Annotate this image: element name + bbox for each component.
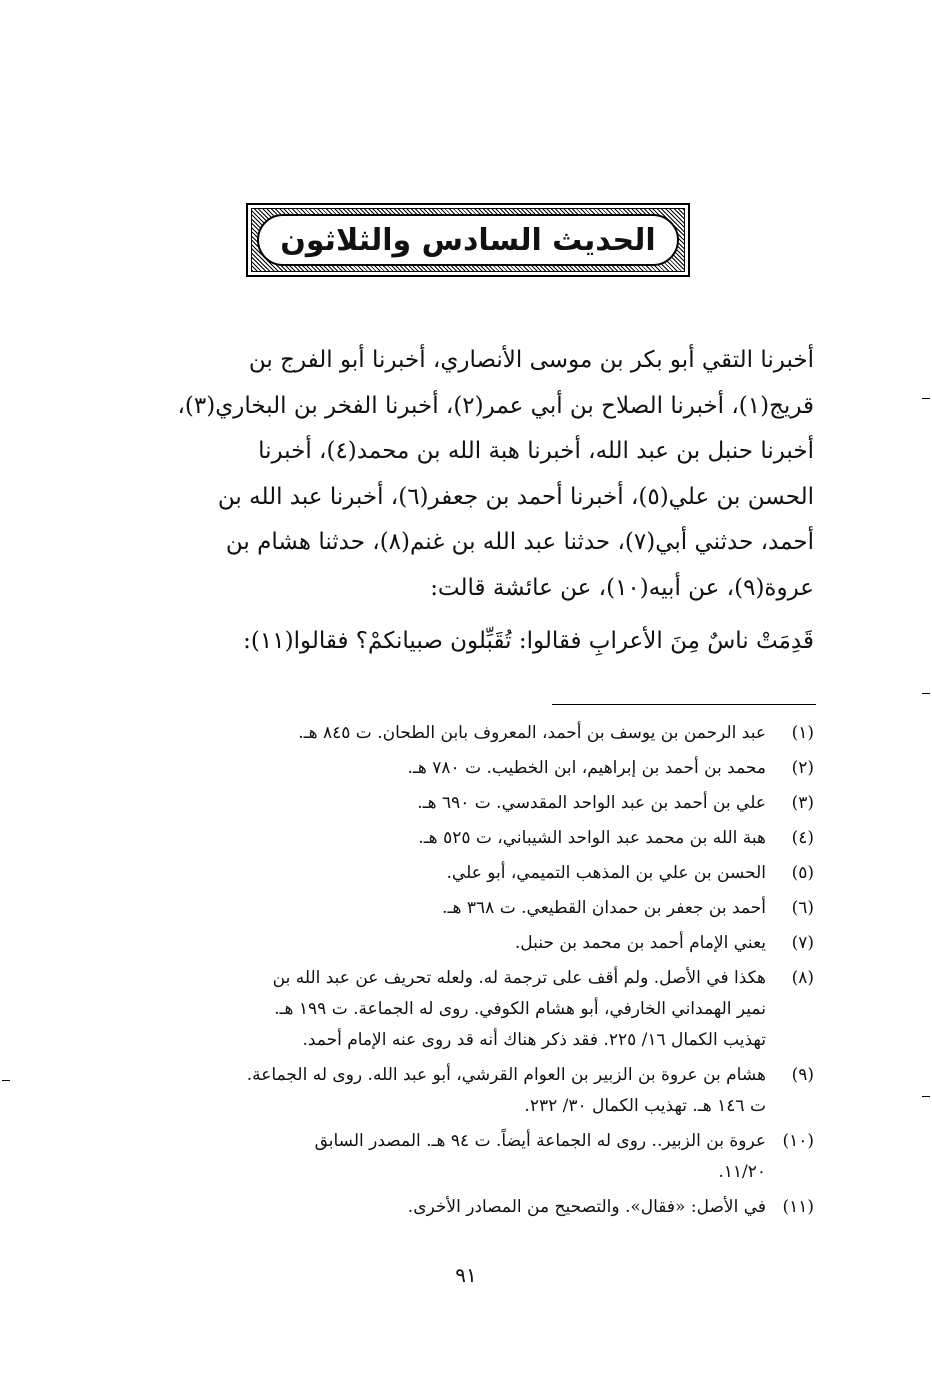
footnote-text [114,963,766,1056]
footnote-number: (٥) [791,863,814,883]
footnote-text [114,1126,766,1188]
footnote-number: (١٠) [782,1131,814,1151]
footnote-number: (١) [791,723,814,743]
hadith-text: قَدِمَتْ ناسٌ مِنَ الأعرابِ فقالوا: تُقَبِّلون صبيانكمْ؟ فقالوا(١١): [243,628,814,654]
footnote [114,858,814,889]
footnote-text [114,753,766,784]
body-line: أخبرنا حنبل بن عبد الله، أخبرنا هبة الله بن محمد(٤)، أخبرنا [258,438,814,464]
footnote-number: (٤) [791,828,814,848]
footnote-number: (٨) [791,968,814,988]
footnote-text [114,1060,766,1122]
footnote-number: (٦) [791,898,814,918]
body-line: عروة(٩)، عن أبيه(١٠)، عن عائشة قالت: [430,574,814,601]
hadith-chain-paragraph [114,338,814,611]
footnote-line: عبد الرحمن بن يوسف بن أحمد، المعروف بابن الطحان. ت ٨٤٥ هـ. [298,723,766,743]
title-cartouche [257,214,679,266]
footnote [114,1060,814,1122]
footnote [114,963,814,1056]
footnote-line: يعني الإمام أحمد بن محمد بن حنبل. [514,933,766,953]
scan-margin-mark [922,693,930,694]
scan-margin-mark [2,1080,10,1081]
scan-margin-mark [922,398,930,399]
footnote-text [114,1192,766,1223]
footnote-line: علي بن أحمد بن عبد الواحد المقدسي. ت ٦٩٠ هـ. [417,793,766,813]
footnote-line: هشام بن عروة بن الزبير بن العوام القرشي، أبو عبد الله. روى له الجماعة. [246,1065,766,1085]
footnote [114,1192,814,1223]
footnote [114,823,814,854]
footnote-number: (٣) [791,793,814,813]
footnote-line: نمير الهمداني الخارفي، أبو هشام الكوفي. روى له الجماعة. ت ١٩٩ هـ. [274,999,766,1019]
footnote-text [114,788,766,819]
footnote [114,788,814,819]
footnote-line: ١١/٢٠. [718,1162,766,1182]
body-line: قريج(١)، أخبرنا الصلاح بن أبي عمر(٢)، أخبرنا الفخر بن البخاري(٣)، [177,392,814,419]
body-line: أحمد، حدثني أبي(٧)، حدثنا عبد الله بن غنم(٨)، حدثنا هشام بن [225,529,814,555]
footnote [114,718,814,749]
footnote-number: (٧) [791,933,814,953]
footnote-line: الحسن بن علي بن المذهب التميمي، أبو علي. [446,863,766,883]
footnote [114,1126,814,1188]
footnote-line: ت ١٤٦ هـ. تهذيب الكمال ٣٠/ ٢٣٢. [524,1096,766,1116]
footnote-line: في الأصل: «فقال». والتصحيح من المصادر الأخرى. [407,1197,766,1217]
footnote [114,893,814,924]
footnote-number: (٢) [791,758,814,778]
footnote-text [114,858,766,889]
footnote-line: تهذيب الكمال ١٦/ ٢٢٥. فقد ذكر هناك أنه قد روى عنه الإمام أحمد. [302,1030,766,1050]
scan-margin-mark [922,1096,930,1097]
chapter-title-frame [246,203,690,277]
body-line: أخبرنا التقي أبو بكر بن موسى الأنصاري، أخبرنا أبو الفرج بن [248,347,814,373]
footnote-line: عروة بن الزبير.. روى له الجماعة أيضاً. ت ٩٤ هـ. المصدر السابق [314,1131,766,1151]
footnote-text [114,823,766,854]
footnote-number: (١١) [782,1197,814,1217]
footnote-line: محمد بن أحمد بن إبراهيم، ابن الخطيب. ت ٧٨٠ هـ. [407,758,766,778]
page-number: ٩١ [455,1263,477,1287]
title-hatch-border [251,208,685,272]
footnote-line: هكذا في الأصل. ولم أقف على ترجمة له. ولعله تحريف عن عبد الله بن [272,968,766,988]
footnote-text [114,928,766,959]
footnote-number: (٩) [791,1065,814,1085]
footnote-text [114,893,766,924]
footnote-line: هبة الله بن محمد عبد الواحد الشيباني، ت ٥٢٥ هـ. [418,828,766,848]
chapter-title: الحديث السادس والثلاثون [280,222,656,258]
body-line: الحسن بن علي(٥)، أخبرنا أحمد بن جعفر(٦)، أخبرنا عبد الله بن [217,483,814,510]
footnote [114,753,814,784]
footnote [114,928,814,959]
footnote-text [114,718,766,749]
footnote-separator [552,704,816,705]
footnotes [114,718,814,1223]
footnote-line: أحمد بن جعفر بن حمدان القطيعي. ت ٣٦٨ هـ. [442,898,766,918]
